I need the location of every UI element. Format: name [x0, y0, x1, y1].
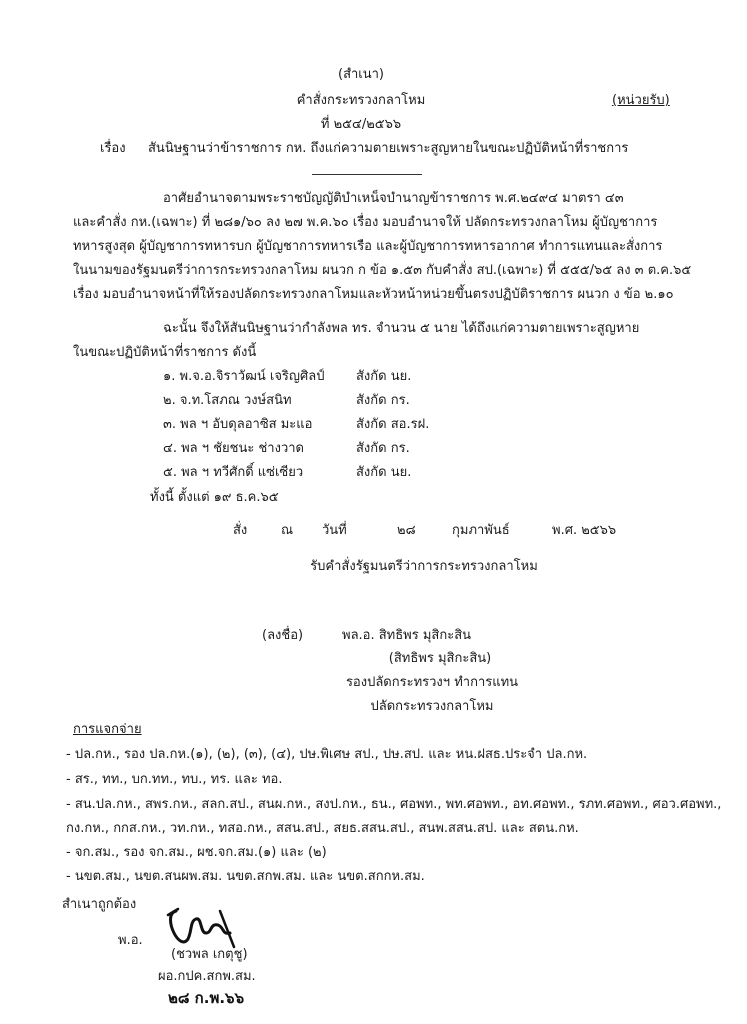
signer-name-paren: (สิทธิพร มุสิกะสิน) [388, 651, 492, 666]
para1-line-4: ในนามของรัฐมนตรีว่าการกระทรวงกลาโหม ผนวก ก ข้อ ๑.๕๓ กับคำสั่ง สป.(เฉพาะ) ที่ ๕๕๕/๖๕ ลง ๓ ต.ค.๖๕ [73, 263, 692, 278]
personnel-unit-5: สังกัด นย. [356, 465, 412, 480]
personnel-name-3: ๓. พล ฯ อับดุลอาซิส มะแอ [163, 417, 313, 432]
order-title: คำสั่งกระทรวงกลาโหม [296, 93, 426, 108]
distribution-heading: การแจกจ่าย [73, 722, 142, 737]
certifier-rank: พ.อ. [118, 933, 143, 948]
personnel-unit-4: สังกัด กร. [356, 441, 410, 456]
para1-line-5: เรื่อง มอบอำนาจหน้าที่ให้รองปลัดกระทรวงกลาโหมและหัวหน้าหน่วยขึ้นตรงปฏิบัติราชการ ผนวก ง ข้อ ๒.๑๐ [73, 287, 674, 302]
order-month: กุมภาพันธ์ [452, 523, 510, 538]
signer-rank-name: พล.อ. สิทธิพร มุสิกะสิน [342, 628, 472, 643]
distribution-line-3: - สน.ปล.กห., สพร.กห., สลก.สป., สนผ.กห., สงป.กห., ธน., ศอพท., พท.ศอพท., อท.ศอพท., รภท.ศอพท., ศอว.ศอพท., [66, 797, 722, 812]
personnel-unit-2: สังกัด กร. [356, 393, 410, 408]
distribution-line-2: - สร., ทท., บก.ทท., ทบ., ทร. และ ทอ. [66, 772, 283, 787]
para2-line-1: ฉะนั้น จึงให้สันนิษฐานว่ากำลังพล ทร. จำนวน ๕ นาย ได้ถึงแก่ความตายเพราะสูญหาย [163, 321, 640, 336]
personnel-unit-1: สังกัด นย. [356, 369, 412, 384]
handwritten-signature [164, 903, 244, 953]
order-year: พ.ศ. ๒๕๖๖ [552, 523, 617, 538]
personnel-name-5: ๕. พล ฯ ทวีศักดิ์ แซ่เซียว [163, 465, 304, 480]
certifier-position: ผอ.กปค.สกพ.สม. [158, 969, 256, 984]
personnel-name-2: ๒. จ.ท.โสภณ วงษ์สนิท [163, 393, 292, 408]
signer-position-2: ปลัดกระทรวงกลาโหม [370, 699, 494, 714]
para1-line-2: และคำสั่ง กห.(เฉพาะ) ที่ ๒๘๑/๖๐ ลง ๒๗ พ.ค.๖๐ เรื่อง มอบอำนาจให้ ปลัดกระทรวงกลาโหม ผู้บัญชาการ [73, 215, 658, 230]
effective-date: ทั้งนี้ ตั้งแต่ ๑๙ ธ.ค.๖๕ [150, 490, 279, 505]
correct-copy-label: สำเนาถูกต้อง [62, 897, 137, 912]
handwritten-date: ๒๘ ก.พ.๖๖ [168, 989, 245, 1007]
distribution-line-4: กง.กห., กกส.กห., วท.กห., ทสอ.กห., สสน.สป., สยธ.สสน.สป., สนพ.สสน.สป. และ สตน.กห. [66, 821, 579, 836]
personnel-name-1: ๑. พ.จ.อ.จิราวัฒน์ เจริญศิลป์ [163, 369, 325, 384]
subject-label: เรื่อง [100, 141, 126, 156]
para1-line-1: อาศัยอำนาจตามพระราชบัญญัติบำเหน็จบำนาญข้าราชการ พ.ศ.๒๔๙๔ มาตรา ๔๓ [163, 191, 624, 206]
para2-line-2: ในขณะปฏิบัติหน้าที่ราชการ ดังนี้ [73, 345, 257, 360]
para1-line-3: ทหารสูงสุด ผู้บัญชาการทหารบก ผู้บัญชาการทหารเรือ และผู้บัญชาการทหารอากาศ ทำการแทนและสั่งการ [73, 239, 663, 254]
order-number: ที่ ๒๕๔/๒๕๖๖ [320, 117, 402, 132]
receive-order-line: รับคำสั่งรัฐมนตรีว่าการกระทรวงกลาโหม [310, 559, 538, 574]
personnel-name-4: ๔. พล ฯ ชัยชนะ ช่างวาด [163, 441, 304, 456]
order-day: ๒๘ [397, 523, 416, 538]
signer-position-1: รองปลัดกระทรวงฯ ทำการแทน [345, 675, 519, 690]
distribution-line-5: - จก.สม., รอง จก.สม., ผช.จก.สม.(๑) และ (๒) [66, 845, 327, 860]
unit-received-label: (หน่วยรับ) [612, 93, 670, 108]
distribution-line-1: - ปล.กห., รอง ปล.กห.(๑), (๒), (๓), (๔), ปษ.พิเศษ สป., ปษ.สป. และ หน.ฝสธ.ประจำ ปล.กห. [66, 747, 588, 762]
header-divider [312, 174, 422, 175]
order-na: ณ [281, 523, 294, 538]
signed-label: (ลงชื่อ) [262, 628, 304, 643]
distribution-line-6: - นขต.สม., นขต.สนผพ.สม. นขต.สกพ.สม. และ นขต.สกกห.สม. [66, 869, 425, 884]
subject-text: สันนิษฐานว่าข้าราชการ กห. ถึงแก่ความตายเพราะสูญหายในขณะปฏิบัติหน้าที่ราชการ [148, 141, 629, 156]
certifier-name-paren: (ชวพล เกตุชู) [171, 947, 248, 962]
order-sang: สั่ง [233, 523, 248, 538]
copy-mark: (สำเนา) [337, 67, 385, 82]
personnel-unit-3: สังกัด สอ.รฝ. [356, 417, 430, 432]
order-wanthi: วันที่ [322, 523, 347, 538]
